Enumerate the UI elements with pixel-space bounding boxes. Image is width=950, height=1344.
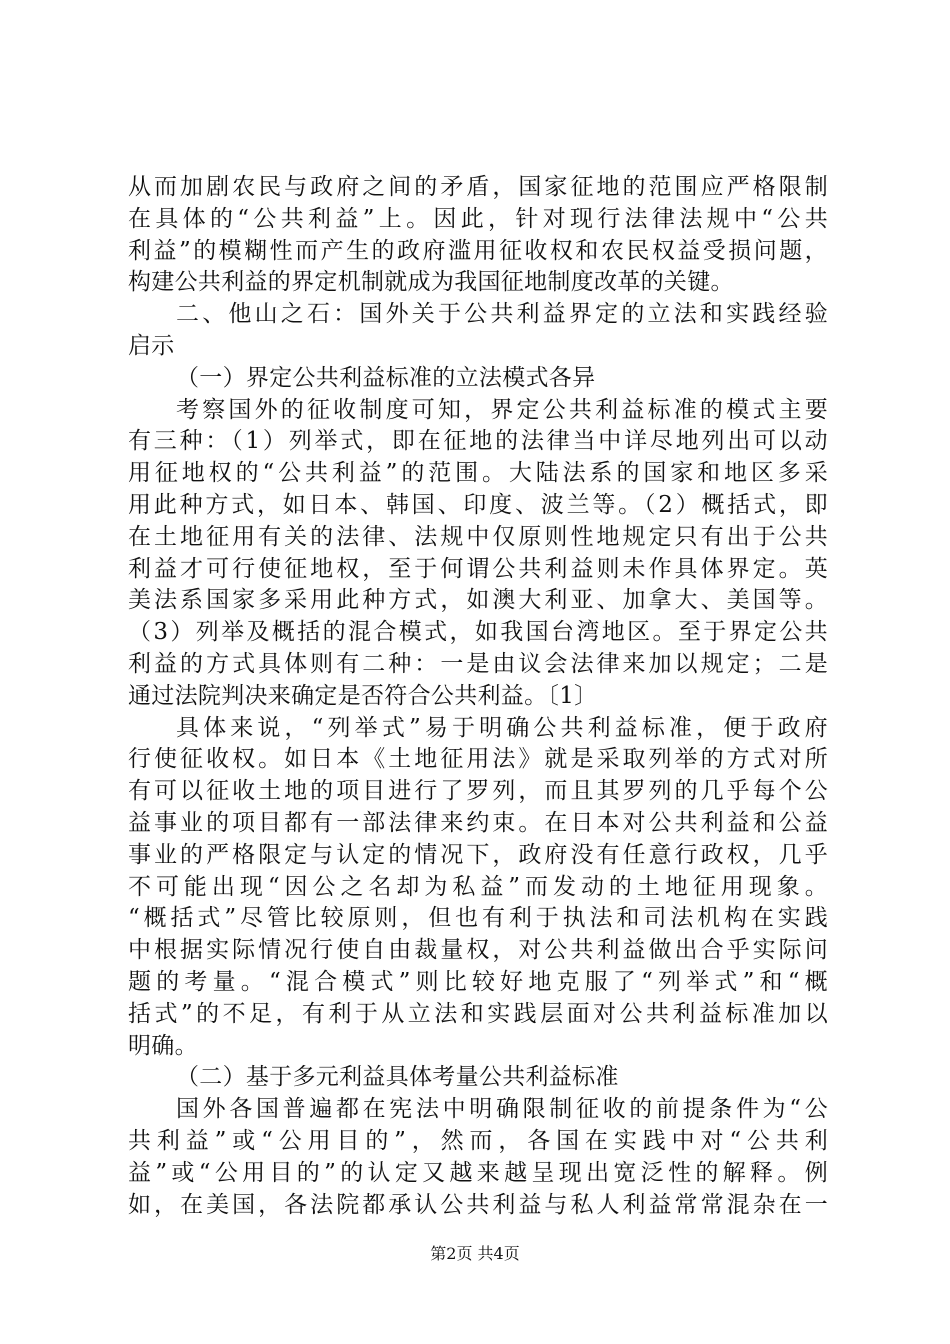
text-line: 共利益”或“公用目的”，然而，各国在实践中对“公共利 (128, 1127, 828, 1154)
text-line: 如，在美国，各法院都承认公共利益与私人利益常常混杂在一 (128, 1191, 828, 1218)
text-line: 具体来说，“列举式”易于明确公共利益标准，便于政府 (176, 714, 828, 741)
text-line: 不可能出现“因公之名却为私益”而发动的土地征用现象。 (128, 873, 828, 900)
text-line: 启示 (128, 332, 175, 359)
text-line: 题的考量。“混合模式”则比较好地克服了“列举式”和“概 (128, 968, 828, 995)
text-line: （一）界定公共利益标准的立法模式各异 (176, 364, 596, 391)
text-line: 用征地权的“公共利益”的范围。大陆法系的国家和地区多采 (128, 460, 828, 487)
text-line: 行使征收权。如日本《土地征用法》就是采取列举的方式对所 (128, 746, 828, 773)
text-line: 事业的严格限定与认定的情况下，政府没有任意行政权，几乎 (128, 841, 828, 868)
text-line: 益事业的项目都有一部法律来约束。在日本对公共利益和公益 (128, 809, 828, 836)
text-line: 益”或“公用目的”的认定又越来越呈现出宽泛性的解释。例 (128, 1159, 828, 1186)
document-body (128, 172, 828, 1221)
text-line: 中根据实际情况行使自由裁量权，对公共利益做出合乎实际问 (128, 937, 828, 964)
text-line: （二）基于多元利益具体考量公共利益标准 (176, 1064, 619, 1091)
text-line: （3）列举及概括的混合模式，如我国台湾地区。至于界定公共 (128, 619, 828, 646)
text-line: 利益的方式具体则有二种：一是由议会法律来加以规定；二是 (128, 650, 828, 677)
page-footer: 第2页 共4页 (430, 1244, 520, 1263)
text-line: 括式”的不足，有利于从立法和实践层面对公共利益标准加以 (128, 1000, 828, 1027)
text-line: 用此种方式，如日本、韩国、印度、波兰等。（2）概括式，即 (128, 491, 828, 518)
text-line: 明确。 (128, 1032, 198, 1059)
text-line: 考察国外的征收制度可知，界定公共利益标准的模式主要 (176, 396, 828, 423)
text-line: 美法系国家多采用此种方式，如澳大利亚、加拿大、美国等。 (128, 587, 828, 614)
text-line: 利益才可行使征地权，至于何谓公共利益则未作具体界定。英 (128, 555, 828, 582)
text-line: 有可以征收土地的项目进行了罗列，而且其罗列的几乎每个公 (128, 778, 828, 805)
text-line: 二、他山之石：国外关于公共利益界定的立法和实践经验 (176, 301, 828, 328)
text-line: 有三种：（1）列举式，即在征地的法律当中详尽地列出可以动 (128, 428, 828, 455)
text-line: 在具体的“公共利益”上。因此，针对现行法律法规中“公共 (128, 205, 828, 232)
text-line: “概括式”尽管比较原则，但也有利于执法和司法机构在实践 (128, 905, 828, 932)
text-line: 利益”的模糊性而产生的政府滥用征收权和农民权益受损问题， (128, 237, 828, 264)
text-line: 构建公共利益的界定机制就成为我国征地制度改革的关键。 (128, 269, 734, 296)
text-line: 从而加剧农民与政府之间的矛盾，国家征地的范围应严格限制 (128, 174, 828, 200)
text-line: 在土地征用有关的法律、法规中仅原则性地规定只有出于公共 (128, 523, 828, 550)
text-line: 国外各国普遍都在宪法中明确限制征收的前提条件为“公 (176, 1096, 828, 1123)
text-line: 通过法院判决来确定是否符合公共利益。〔1〕 (128, 682, 598, 709)
